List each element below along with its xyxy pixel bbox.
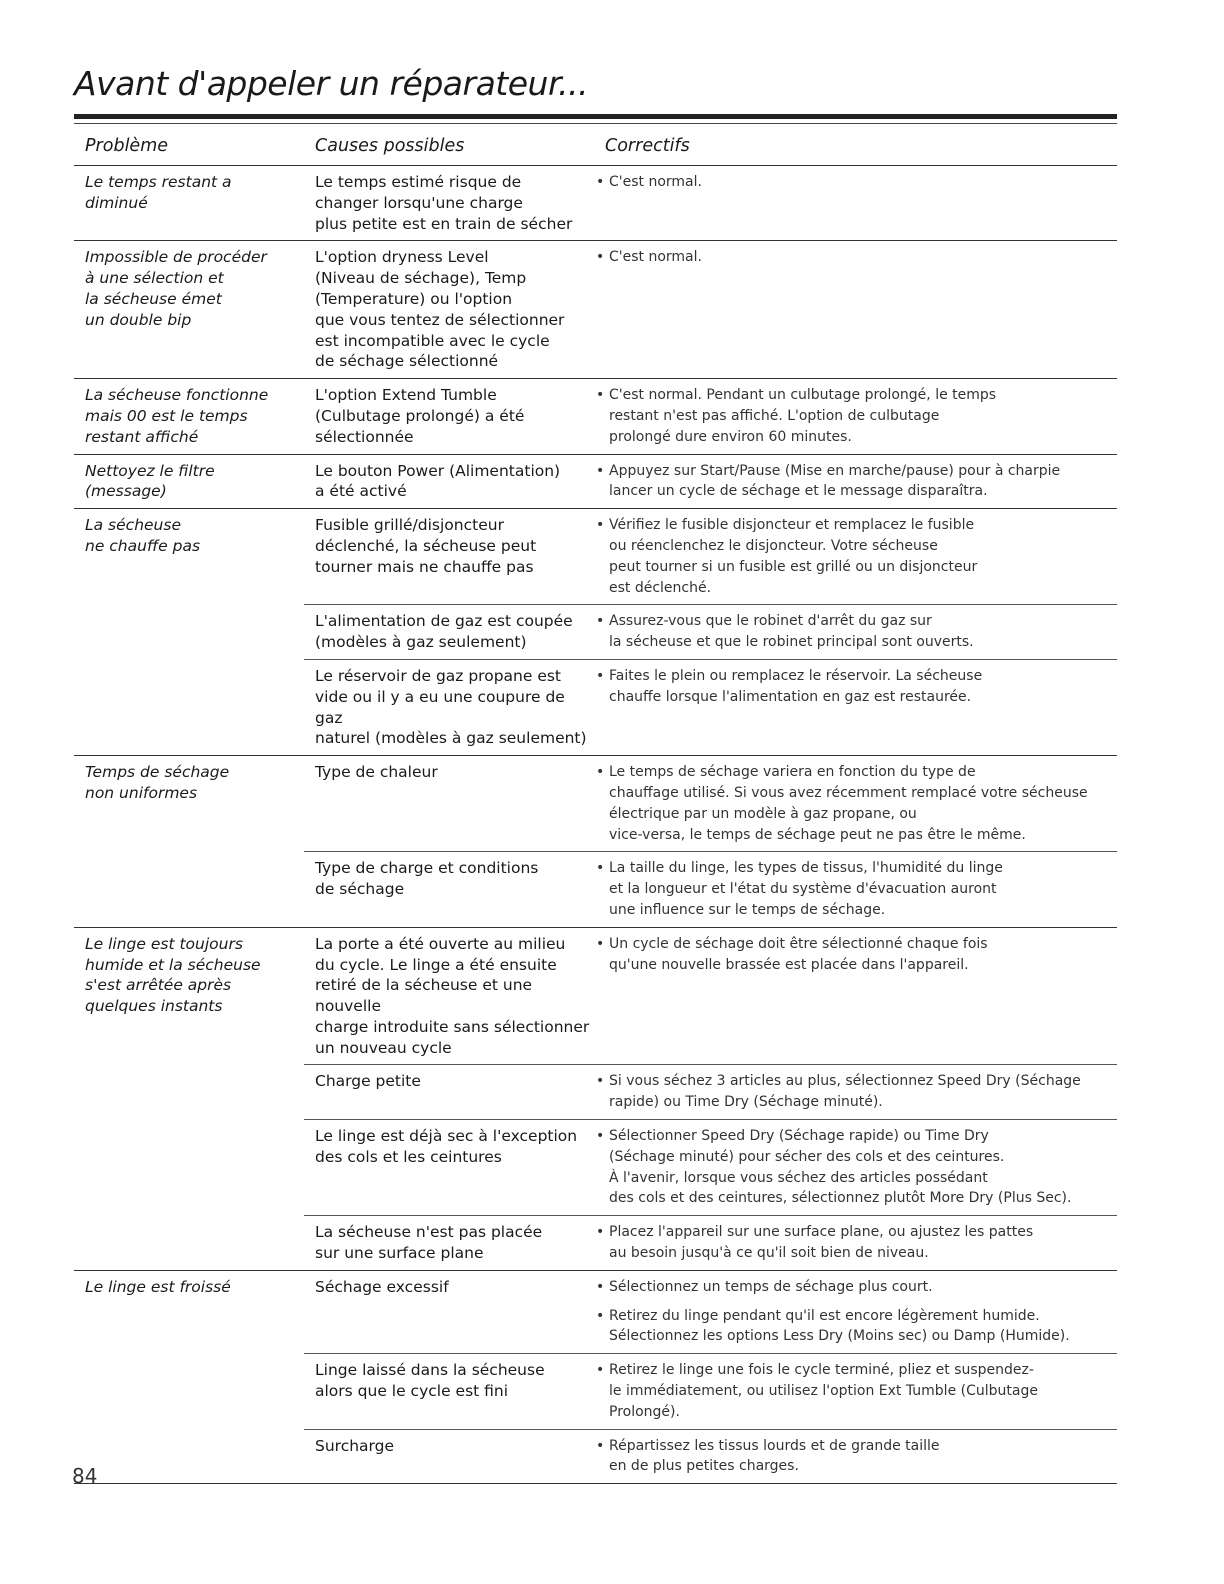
table-row xyxy=(74,1271,1117,1484)
cause-cell: Le temps estimé risque de changer lorsqu'une charge plus petite est en train de sécher xyxy=(315,173,573,233)
cause-row xyxy=(304,379,1117,453)
bullet-icon: • xyxy=(596,860,605,877)
cause-row xyxy=(304,1120,1117,1216)
bullet-icon: • xyxy=(596,174,605,190)
fix-text: Retirez le linge une fois le cycle terminé, pliez et suspendez- le immédiatement, ou utilisez l'option Ext Tumble (Culbutage Prolongé). xyxy=(609,1362,1038,1420)
troubleshooting-table xyxy=(74,134,1117,1484)
problem-cell: Le linge est froissé xyxy=(85,1277,231,1296)
bullet-icon: • xyxy=(596,935,605,952)
fix-text: Sélectionner Speed Dry (Séchage rapide) ou Time Dry (Séchage minuté) pour sécher des cols et des ceintures. À l'avenir, lorsque vous séchez des articles possédant des cols et des ceintures, sélectionnez plutôt More Dry (Plus Sec). xyxy=(609,1128,1072,1207)
title-rule-thin xyxy=(74,123,1117,124)
bullet-icon: • xyxy=(596,1278,605,1295)
fix-item xyxy=(594,858,1117,920)
problem-cell: Nettoyez le filtre (message) xyxy=(85,461,215,501)
cause-cell: La sécheuse n'est pas placée sur une surface plane xyxy=(315,1223,543,1263)
cause-list xyxy=(304,928,1117,1270)
fix-cell xyxy=(594,166,1117,240)
fix-text: La taille du linge, les types de tissus, l'humidité du linge et la longueur et l'état du système d'évacuation auront une influence sur le temps de séchage. xyxy=(609,860,1003,918)
title-rule-thick xyxy=(74,114,1117,119)
cause-cell: Type de chaleur xyxy=(315,763,438,782)
cause-row xyxy=(304,241,1117,378)
bullet-icon: • xyxy=(596,1437,605,1454)
cause-cell: Linge laissé dans la sécheuse alors que le cycle est fini xyxy=(315,1361,545,1401)
bullet-icon: • xyxy=(596,1362,605,1379)
cause-cell: L'option dryness Level (Niveau de séchage), Temp (Temperature) ou l'option que vous tentez de sélectionner est incompatible avec le cycle de séchage sélectionné xyxy=(315,248,565,371)
cause-row xyxy=(304,756,1117,852)
cause-list xyxy=(304,379,1117,453)
header-fix: Correctifs xyxy=(605,136,690,156)
fix-item xyxy=(594,1360,1117,1422)
fix-item xyxy=(594,461,1117,503)
fix-cell xyxy=(594,928,1117,1065)
fix-item xyxy=(594,1222,1117,1264)
cause-row xyxy=(304,1430,1117,1484)
cause-cell: L'alimentation de gaz est coupée (modèles à gaz seulement) xyxy=(315,612,573,652)
table-row xyxy=(74,455,1117,510)
fix-item xyxy=(594,385,1117,447)
fix-text: Vérifiez le fusible disjoncteur et remplacez le fusible ou réenclenchez le disjoncteur. Votre sécheuse peut tourner si un fusible est grillé ou un disjoncteur est déclenché. xyxy=(609,517,978,596)
fix-cell xyxy=(594,1354,1117,1428)
bullet-icon: • xyxy=(596,667,605,684)
fix-text: Retirez du linge pendant qu'il est encore légèrement humide. Sélectionnez les options Less Dry (Moins sec) ou Damp (Humide). xyxy=(609,1307,1070,1345)
header-problem: Problème xyxy=(85,136,169,156)
table-row xyxy=(74,928,1117,1271)
fix-item xyxy=(594,172,1117,193)
fix-text: Répartissez les tissus lourds et de grande taille en de plus petites charges. xyxy=(609,1437,940,1475)
problem-cell: Temps de séchage non uniformes xyxy=(85,763,230,802)
fix-text: Si vous séchez 3 articles au plus, sélectionnez Speed Dry (Séchage rapide) ou Time Dry (Séchage minuté). xyxy=(609,1073,1081,1111)
bullet-icon: • xyxy=(596,462,605,479)
bullet-icon: • xyxy=(596,1224,605,1241)
cause-cell: Surcharge xyxy=(315,1436,395,1455)
cause-list xyxy=(304,509,1117,755)
table-body xyxy=(74,166,1117,1484)
fix-cell xyxy=(594,756,1117,851)
cause-cell: Le bouton Power (Alimentation) a été activé xyxy=(315,461,561,501)
fix-item xyxy=(594,934,1117,976)
fix-cell xyxy=(594,605,1117,659)
fix-cell xyxy=(594,1430,1117,1484)
cause-cell: La porte a été ouverte au milieu du cycle. Le linge a été ensuite retiré de la sécheuse et une nouvelle charge introduite sans sélectionner un nouveau cycle xyxy=(315,934,590,1057)
cause-cell: Le réservoir de gaz propane est vide ou il y a eu une coupure de gaz naturel (modèles à gaz seulement) xyxy=(315,666,587,748)
problem-cell: Impossible de procéder à une sélection et la sécheuse émet un double bip xyxy=(85,248,267,329)
fix-item xyxy=(594,1306,1117,1348)
bullet-icon: • xyxy=(596,613,605,630)
fix-item xyxy=(594,515,1117,598)
table-row xyxy=(74,509,1117,756)
fix-item xyxy=(594,1436,1117,1478)
page-number: 84 xyxy=(72,1464,98,1488)
fix-text: C'est normal. Pendant un culbutage prolongé, le temps restant n'est pas affiché. L'option de culbutage prolongé dure environ 60 minutes. xyxy=(609,387,997,445)
bullet-icon: • xyxy=(596,1073,605,1090)
page-title: Avant d'appeler un réparateur... xyxy=(74,64,588,103)
fix-item xyxy=(594,666,1117,708)
cause-row xyxy=(304,455,1117,509)
cause-list xyxy=(304,241,1117,378)
cause-row xyxy=(304,509,1117,605)
table-row xyxy=(74,756,1117,928)
bullet-icon: • xyxy=(596,1128,605,1145)
fix-text: C'est normal. xyxy=(609,174,702,190)
problem-cell: La sécheuse ne chauffe pas xyxy=(85,516,201,555)
fix-item xyxy=(594,611,1117,653)
bullet-icon: • xyxy=(596,517,605,534)
cause-row xyxy=(304,660,1117,755)
table-row xyxy=(74,166,1117,241)
cause-cell: Séchage excessif xyxy=(315,1277,449,1296)
cause-cell: Le linge est déjà sec à l'exception des cols et les ceintures xyxy=(315,1127,578,1166)
fix-cell xyxy=(594,1065,1117,1119)
bullet-icon: • xyxy=(596,764,605,781)
cause-row xyxy=(304,1271,1117,1354)
bullet-icon: • xyxy=(596,249,605,266)
fix-text: C'est normal. xyxy=(609,249,702,266)
cause-row xyxy=(304,852,1117,926)
cause-list xyxy=(304,1271,1117,1483)
table-row xyxy=(74,379,1117,454)
fix-cell xyxy=(594,509,1117,604)
fix-cell xyxy=(594,1216,1117,1270)
cause-cell: Fusible grillé/disjoncteur déclenché, la sécheuse peut tourner mais ne chauffe pas xyxy=(315,516,537,576)
cause-row xyxy=(304,928,1117,1066)
fix-text: Un cycle de séchage doit être sélectionné chaque fois qu'une nouvelle brassée est placée dans l'appareil. xyxy=(609,935,988,973)
fix-text: Appuyez sur Start/Pause (Mise en marche/pause) pour à charpie lancer un cycle de séchage et le message disparaîtra. xyxy=(609,462,1061,500)
fix-cell xyxy=(594,1271,1117,1353)
fix-cell xyxy=(594,241,1117,378)
bullet-icon: • xyxy=(596,387,605,404)
cause-row xyxy=(304,1216,1117,1270)
fix-cell xyxy=(594,660,1117,755)
fix-text: Faites le plein ou remplacez le réservoir. La sécheuse chauffe lorsque l'alimentation en gaz est restaurée. xyxy=(609,667,983,705)
fix-item xyxy=(594,762,1117,845)
bullet-icon: • xyxy=(596,1307,605,1324)
cause-cell: Charge petite xyxy=(315,1072,421,1091)
fix-cell xyxy=(594,379,1117,453)
fix-item xyxy=(594,247,1117,268)
cause-row xyxy=(304,1065,1117,1120)
fix-cell xyxy=(594,455,1117,509)
cause-row xyxy=(304,605,1117,660)
fix-item xyxy=(594,1071,1117,1113)
problem-cell: Le linge est toujours humide et la sécheuse s'est arrêtée après quelques instants xyxy=(85,934,261,1016)
table-header xyxy=(74,134,1117,166)
cause-row xyxy=(304,1354,1117,1429)
fix-item xyxy=(594,1277,1117,1298)
header-cause: Causes possibles xyxy=(315,136,465,156)
cause-list xyxy=(304,166,1117,240)
cause-cell: L'option Extend Tumble (Culbutage prolongé) a été sélectionnée xyxy=(315,386,525,446)
cause-list xyxy=(304,756,1117,927)
problem-cell: La sécheuse fonctionne mais 00 est le temps restant affiché xyxy=(85,386,269,446)
table-row xyxy=(74,241,1117,379)
problem-cell: Le temps restant a diminué xyxy=(85,173,232,212)
fix-text: Le temps de séchage variera en fonction du type de chauffage utilisé. Si vous avez récemment remplacé votre sécheuse électrique par un modèle à gaz propane, ou vice-versa, le temps de séchage peut ne pas être le même. xyxy=(609,764,1088,843)
fix-text: Assurez-vous que le robinet d'arrêt du gaz sur la sécheuse et que le robinet principal sont ouverts. xyxy=(609,613,974,651)
fix-cell xyxy=(594,1120,1117,1215)
fix-item xyxy=(594,1126,1117,1209)
fix-cell xyxy=(594,852,1117,926)
cause-list xyxy=(304,455,1117,509)
fix-text: Sélectionnez un temps de séchage plus court. xyxy=(609,1278,933,1295)
cause-cell: Type de charge et conditions de séchage xyxy=(315,859,539,899)
fix-text: Placez l'appareil sur une surface plane, ou ajustez les pattes au besoin jusqu'à ce qu'il soit bien de niveau. xyxy=(609,1224,1034,1262)
cause-row xyxy=(304,166,1117,240)
